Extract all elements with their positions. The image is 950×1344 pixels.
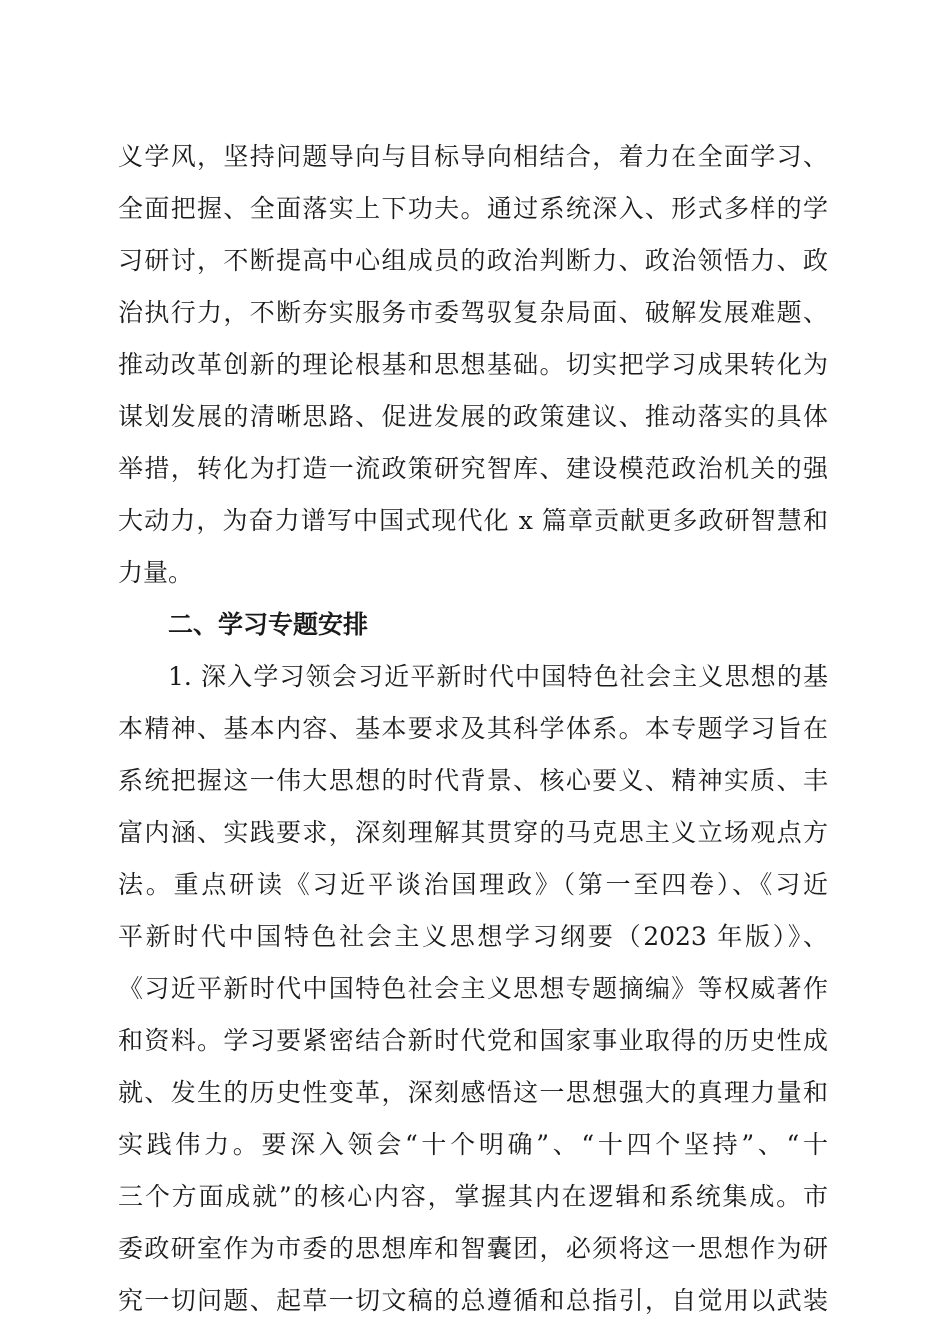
section-heading: 二、学习专题安排 — [168, 610, 369, 639]
paragraph-line: 全面把握、全面落实上下功夫。通过系统深入、形式多样的学 — [118, 194, 828, 223]
paragraph-line: 力量。 — [118, 558, 194, 587]
paragraph-line: 习研讨，不断提高中心组成员的政治判断力、政治领悟力、政 — [118, 246, 828, 275]
paragraph-line: 三个方面成就”的核心内容，掌握其内在逻辑和系统集成。市 — [118, 1182, 828, 1211]
paragraph-line: 法。重点研读《习近平谈治国理政》（第一至四卷）、《习近 — [118, 870, 828, 899]
paragraph-line: 举措，转化为打造一流政策研究智库、建设模范政治机关的强 — [118, 454, 828, 483]
paragraph-line: 系统把握这一伟大思想的时代背景、核心要义、精神实质、丰 — [118, 766, 828, 795]
paragraph-line: 义学风，坚持问题导向与目标导向相结合，着力在全面学习、 — [118, 142, 828, 171]
paragraph-line: 富内涵、实践要求，深刻理解其贯穿的马克思主义立场观点方 — [118, 818, 828, 847]
paragraph-line: 谋划发展的清晰思路、促进发展的政策建议、推动落实的具体 — [118, 402, 828, 431]
paragraph-line: 和资料。学习要紧密结合新时代党和国家事业取得的历史性成 — [118, 1026, 828, 1055]
paragraph-line: 本精神、基本内容、基本要求及其科学体系。本专题学习旨在 — [118, 714, 828, 743]
paragraph-line: 大动力，为奋力谱写中国式现代化 x 篇章贡献更多政研智慧和 — [118, 506, 828, 535]
paragraph-line: 推动改革创新的理论根基和思想基础。切实把学习成果转化为 — [118, 350, 828, 379]
paragraph-line: 实践伟力。要深入领会“十个明确”、“十四个坚持”、“十 — [118, 1130, 828, 1159]
paragraph-line: 究一切问题、起草一切文稿的总遵循和总指引，自觉用以武装 — [118, 1286, 828, 1315]
paragraph-line: 治执行力，不断夯实服务市委驾驭复杂局面、破解发展难题、 — [118, 298, 828, 327]
paragraph-line: 1. 深入学习领会习近平新时代中国特色社会主义思想的基 — [168, 662, 828, 691]
paragraph-line: 就、发生的历史性变革，深刻感悟这一思想强大的真理力量和 — [118, 1078, 828, 1107]
paragraph-line: 委政研室作为市委的思想库和智囊团，必须将这一思想作为研 — [118, 1234, 828, 1263]
paragraph-line: 《习近平新时代中国特色社会主义思想专题摘编》等权威著作 — [118, 974, 828, 1003]
paragraph-line: 平新时代中国特色社会主义思想学习纲要（2023 年版）》、 — [118, 922, 828, 951]
